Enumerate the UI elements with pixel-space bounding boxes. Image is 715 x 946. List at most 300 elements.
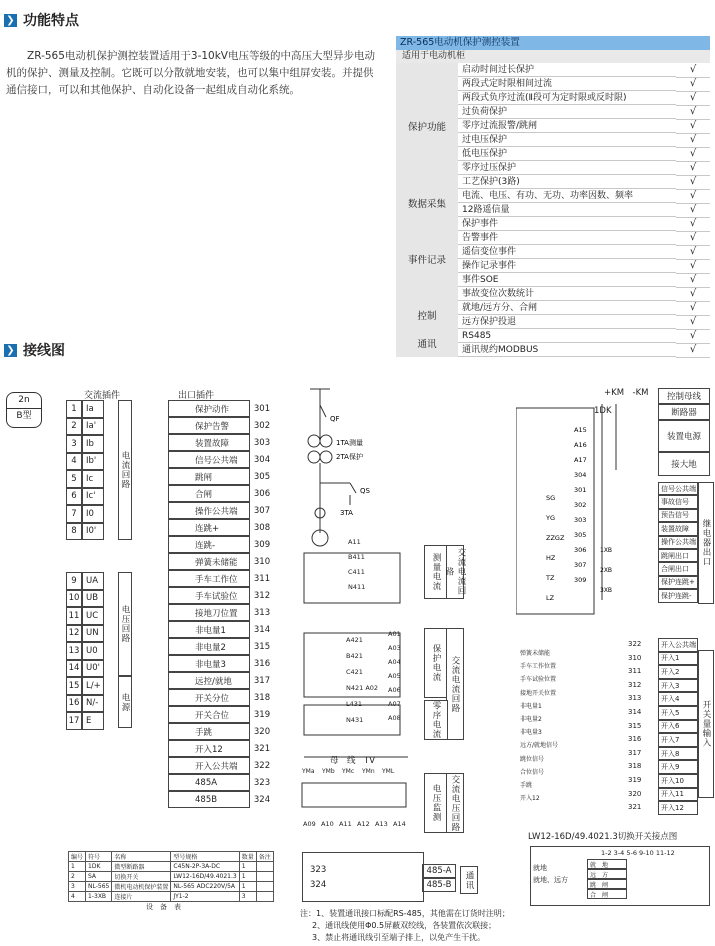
equipment-cell: SA xyxy=(86,872,112,882)
ac-row-num: 3 xyxy=(66,435,82,453)
input-num: 318 xyxy=(628,762,642,771)
qf-label: QF xyxy=(330,415,340,423)
feature-table-subtitle: 适用于电动机柜 xyxy=(396,50,710,63)
chevron-right-icon: ❯ xyxy=(4,14,17,27)
meas-terminal: B411 xyxy=(348,553,365,561)
ac-row-label: L/+ xyxy=(82,677,104,695)
out-row-num: 323 xyxy=(253,777,271,788)
ac-row-num: 13 xyxy=(66,642,82,660)
meas-side-label: 交流电流回路 xyxy=(446,545,464,599)
prot-node: A03 xyxy=(388,644,401,652)
out-row-label: 保护告警 xyxy=(168,417,250,434)
feature-item: 事故变位次数统计 xyxy=(458,287,676,301)
out-row-num: 315 xyxy=(253,641,271,652)
ac-row-label: Ia' xyxy=(82,418,104,436)
feature-group-1: 数据采集 xyxy=(396,189,458,218)
equipment-row xyxy=(69,872,274,882)
out-row-num: 311 xyxy=(253,573,271,584)
intro-paragraph: ZR-565电动机保护测控装置适用于3-10kV电压等级的中高压大型异步电动机的保护、测量及控制。它既可以分散就地安装，也可以集中组屏安装。并提供通信接口，可以和其他保护、自动化设备一起组成自动化系统。 xyxy=(6,50,375,96)
prot-node: A04 xyxy=(388,658,401,666)
input-num: 317 xyxy=(628,748,642,757)
feature-group-4: 通讯 xyxy=(396,329,458,358)
input-signal: 开入12 xyxy=(520,795,540,803)
ta3-label: 3TA xyxy=(340,509,353,517)
tv-label: YML xyxy=(382,768,395,775)
out-row-num: 309 xyxy=(253,539,271,550)
check-icon: √ xyxy=(676,133,710,148)
relay-item: 预告信号 xyxy=(658,509,698,522)
out-row-label: 485B xyxy=(168,791,250,808)
control-node: 303 xyxy=(574,516,587,524)
meas-terminal: N411 xyxy=(348,583,366,591)
ac-row-num: 17 xyxy=(66,712,82,730)
input-signal: 手跳 xyxy=(520,782,533,789)
feature-item: 过负荷保护 xyxy=(458,105,676,119)
relay-item: 装置故障 xyxy=(658,522,698,535)
out-row-label: 连跳+ xyxy=(168,519,250,536)
control-node: A16 xyxy=(574,441,587,449)
relay-item: 事故信号 xyxy=(658,495,698,508)
feature-item: 零序过流报警/跳闸 xyxy=(458,119,676,133)
ac-row-label: UN xyxy=(82,625,104,643)
out-row-label: 弹簧未储能 xyxy=(168,553,250,570)
check-icon: √ xyxy=(676,217,710,232)
input-side-label: 开关量输入 xyxy=(698,650,714,798)
out-row-label: 485A xyxy=(168,774,250,791)
input-item: 开入5 xyxy=(658,706,698,720)
control-signal: ZZGZ xyxy=(546,534,565,542)
out-row-label: 接地刀位置 xyxy=(168,604,250,621)
feature-item: 低电压保护 xyxy=(458,147,676,161)
ac-row-label: Ib' xyxy=(82,453,104,471)
control-node: A17 xyxy=(574,456,587,464)
check-icon: √ xyxy=(676,175,710,190)
meas-current-label: 测量电流 xyxy=(424,545,448,599)
feature-item: 通讯规约MODBUS xyxy=(458,343,676,357)
feature-group-3: 控制 xyxy=(396,301,458,330)
out-row-num: 316 xyxy=(253,658,271,669)
volt-monitor-label: 电压监测 xyxy=(424,773,448,833)
volt-node: A09 xyxy=(303,820,316,828)
equipment-cell: 连接片 xyxy=(112,892,171,902)
equipment-cell xyxy=(256,872,273,882)
input-signal: 非电量3 xyxy=(520,729,542,737)
prot-terminal: C421 xyxy=(346,668,363,676)
out-row-num: 306 xyxy=(253,488,271,499)
out-row-label: 非电量3 xyxy=(168,655,250,672)
out-row-label: 开关分位 xyxy=(168,689,250,706)
equipment-header-cell: 备注 xyxy=(256,852,273,862)
prot-side-label: 交流电流回路 xyxy=(446,628,464,740)
model-badge xyxy=(6,392,42,428)
ac-row-label: UC xyxy=(82,607,104,625)
out-row-label: 跳闸 xyxy=(168,468,250,485)
check-icon: √ xyxy=(676,161,710,176)
switch-row: 远 方 xyxy=(587,869,627,879)
out-row-num: 317 xyxy=(253,675,271,686)
out-row-num: 304 xyxy=(253,454,271,465)
ac-row-num: 6 xyxy=(66,488,82,506)
control-signal: TZ xyxy=(546,574,555,582)
chevron-right-icon: ❯ xyxy=(4,344,17,357)
out-row-label: 非电量2 xyxy=(168,638,250,655)
equipment-cell: 1DK xyxy=(86,862,112,872)
out-row-num: 310 xyxy=(253,556,271,567)
control-node: 309 xyxy=(574,576,587,584)
badge-top: 2n xyxy=(18,395,30,405)
equipment-cell: 1 xyxy=(239,882,256,892)
input-item: 开入4 xyxy=(658,692,698,706)
note-1: 注：1、装置通讯接口标配RS-485，其他需在订货时注明； xyxy=(300,909,510,918)
ta2-label: 2TA保护 xyxy=(336,453,363,461)
out-row-label: 装置故障 xyxy=(168,434,250,451)
out-row-num: 321 xyxy=(253,743,271,754)
input-item: 开入2 xyxy=(658,665,698,679)
control-signal: YG xyxy=(546,514,556,522)
relay-item: 跳闸出口 xyxy=(658,549,698,562)
out-row-label: 手车工作位 xyxy=(168,570,250,587)
prot-terminal: A421 xyxy=(346,636,363,644)
ac-row-num: 12 xyxy=(66,625,82,643)
prot-node: A05 xyxy=(388,672,401,680)
equipment-header-cell: 符号 xyxy=(86,852,112,862)
input-num: 311 xyxy=(628,667,642,676)
switch-local-label: 就地 xyxy=(533,864,547,872)
meas-terminal: A11 xyxy=(348,538,361,546)
equipment-cell: 3 xyxy=(239,892,256,902)
ac-row-label: Ia xyxy=(82,400,104,418)
prot-node: A01 xyxy=(388,630,401,638)
input-item: 开入7 xyxy=(658,733,698,747)
ac-row-label: Ib xyxy=(82,435,104,453)
zero-current-label: 零序电流 xyxy=(424,700,448,740)
equipment-cell: C45N-2P-3A-DC xyxy=(171,862,239,872)
equipment-cell: LW12-16D/49.4021.3 xyxy=(171,872,239,882)
control-circuit-diagram xyxy=(516,400,656,620)
control-signal: HZ xyxy=(546,554,556,562)
equipment-cell: 2 xyxy=(69,872,86,882)
ac-row-num: 10 xyxy=(66,590,82,608)
out-row-label: 非电量1 xyxy=(168,621,250,638)
feature-item: 遥信变位事件 xyxy=(458,245,676,259)
out-row-num: 308 xyxy=(253,522,271,533)
input-item: 开入1 xyxy=(658,652,698,666)
km-label: +KM -KM xyxy=(604,388,649,398)
switch-row: 合 闸 xyxy=(587,889,627,899)
out-row-num: 324 xyxy=(253,794,271,805)
equipment-header xyxy=(69,852,274,862)
feature-item: 保护事件 xyxy=(458,217,676,231)
out-row-label: 连跳- xyxy=(168,536,250,553)
switch-title: LW12-16D/49.4021.3切换开关接点图 xyxy=(528,832,678,842)
ac-row-label: E xyxy=(82,712,104,730)
input-signal: 非电量1 xyxy=(520,702,542,710)
check-icon: √ xyxy=(676,259,710,274)
equipment-cell: JY1-2 xyxy=(171,892,239,902)
equipment-cell: 3 xyxy=(69,882,86,892)
feature-item: 过电压保护 xyxy=(458,133,676,147)
out-row-num: 302 xyxy=(253,420,271,431)
input-signal: 合位信号 xyxy=(520,768,545,776)
feature-item: 启动时间过长保护 xyxy=(458,63,676,77)
volt-node: A14 xyxy=(393,820,406,828)
equipment-header-cell: 数量 xyxy=(239,852,256,862)
check-icon: √ xyxy=(676,91,710,106)
control-node: 304 xyxy=(574,471,587,479)
equipment-header-cell: 型号规格 xyxy=(171,852,239,862)
ac-current-group: 电流回路 xyxy=(118,400,132,540)
out-row-num: 320 xyxy=(253,726,271,737)
control-signal: SG xyxy=(546,494,556,502)
ac-row-num: 5 xyxy=(66,470,82,488)
input-item: 开入公共端 xyxy=(658,638,698,652)
tv-label: YMa xyxy=(302,768,315,775)
out-row-num: 301 xyxy=(253,403,271,414)
ac-plugin-title: 交流插件 xyxy=(84,391,121,401)
notes xyxy=(300,908,510,944)
check-icon: √ xyxy=(676,105,710,120)
input-item: 开入12 xyxy=(658,801,698,815)
out-row-num: 305 xyxy=(253,471,271,482)
feature-group-2: 事件记录 xyxy=(396,217,458,302)
rs485-terminal: 323 xyxy=(310,865,327,875)
dk-label: 1DK xyxy=(594,406,612,416)
check-icon: √ xyxy=(676,273,710,288)
check-icon: √ xyxy=(676,77,710,92)
rs485-label: 485-A xyxy=(422,864,456,878)
out-row-num: 307 xyxy=(253,505,271,516)
ac-row-label: UB xyxy=(82,590,104,608)
feature-item: RS485 xyxy=(458,329,676,343)
prot-node: A06 xyxy=(388,686,401,694)
switch-columns: 1-2 3-4 5-6 9-10 11-12 xyxy=(601,849,675,857)
check-icon: √ xyxy=(676,189,710,204)
badge-bottom: B型 xyxy=(7,408,41,424)
input-num: 320 xyxy=(628,789,642,798)
ac-row-num: 14 xyxy=(66,660,82,678)
equipment-cell: 1-3XB xyxy=(86,892,112,902)
xb-label: 2XB xyxy=(600,567,613,574)
check-icon: √ xyxy=(676,245,710,260)
rs485-block xyxy=(302,852,424,902)
out-row-label: 开入12 xyxy=(168,740,250,757)
ac-row-num: 8 xyxy=(66,523,82,541)
prot-current-label: 保护电流 xyxy=(424,628,448,698)
input-signal: 远方/就地信号 xyxy=(520,742,559,750)
input-item: 开入10 xyxy=(658,774,698,788)
tv-label: YMc xyxy=(342,768,355,775)
bus-tv-label: 母 线 TV xyxy=(330,756,376,766)
equipment-cell xyxy=(256,882,273,892)
switch-contact-diagram xyxy=(530,846,710,906)
input-num: 321 xyxy=(628,803,642,812)
equipment-cell xyxy=(256,862,273,872)
comm-label: 通讯 xyxy=(460,866,478,894)
control-node: 301 xyxy=(574,486,587,494)
feature-item: 远方保护投退 xyxy=(458,315,676,329)
prot-terminal: B421 xyxy=(346,652,363,660)
rs485-terminal: 324 xyxy=(310,880,327,890)
equipment-table xyxy=(68,851,274,902)
out-row-label: 远控/就地 xyxy=(168,672,250,689)
volt-node: A12 xyxy=(357,820,370,828)
control-node: 307 xyxy=(574,561,587,569)
ac-row-num: 16 xyxy=(66,695,82,713)
note-3: 3、禁止将通讯线引至端子排上，以免产生干扰。 xyxy=(312,933,486,942)
control-signal: LZ xyxy=(546,594,555,602)
out-row-label: 手车试验位 xyxy=(168,587,250,604)
input-signal: 跳位信号 xyxy=(520,755,545,763)
prot-terminal: N431 xyxy=(346,716,364,724)
out-row-label: 开入公共端 xyxy=(168,757,250,774)
relay-item: 信号公共端 xyxy=(658,482,698,495)
volt-node: A13 xyxy=(375,820,388,828)
out-row-num: 319 xyxy=(253,709,271,720)
equipment-cell: 切换开关 xyxy=(112,872,171,882)
input-item: 开入6 xyxy=(658,720,698,734)
prot-node: A08 xyxy=(388,714,401,722)
feature-item: 告警事件 xyxy=(458,231,676,245)
equipment-cell: NL-565 ADC220V/5A xyxy=(171,882,239,892)
equipment-caption: 设 备 表 xyxy=(146,903,181,911)
ac-row-label: U0' xyxy=(82,660,104,678)
feature-item: 工艺保护(3路) xyxy=(458,175,676,189)
out-row-num: 314 xyxy=(253,624,271,635)
out-row-label: 手跳 xyxy=(168,723,250,740)
wiring-section-heading xyxy=(4,340,65,360)
equipment-header-cell: 编号 xyxy=(69,852,86,862)
volt-node: A11 xyxy=(339,820,352,828)
tv-label: YMn xyxy=(362,768,375,775)
input-signal: 手车试验位置 xyxy=(520,676,557,684)
qs-label: QS xyxy=(360,487,370,495)
prot-terminal: N421 A02 xyxy=(346,684,379,692)
input-num: 313 xyxy=(628,694,642,703)
input-num: 314 xyxy=(628,708,642,716)
feature-group-0: 保护功能 xyxy=(396,63,458,190)
check-icon: √ xyxy=(676,287,710,302)
meas-terminal: C411 xyxy=(348,568,365,576)
features-title: 功能特点 xyxy=(23,13,79,29)
equipment-cell: 4 xyxy=(69,892,86,902)
ac-row-label: Ic' xyxy=(82,488,104,506)
control-node: 305 xyxy=(574,531,587,539)
control-bus-item: 接大地 xyxy=(658,452,710,476)
ac-row-num: 11 xyxy=(66,607,82,625)
prot-terminal: L431 xyxy=(346,700,363,708)
control-bus-item: 断路器 xyxy=(658,404,710,420)
ac-row-label: UA xyxy=(82,572,104,590)
out-row-num: 313 xyxy=(253,607,271,618)
input-item: 开入3 xyxy=(658,679,698,693)
check-icon: √ xyxy=(676,147,710,162)
feature-item: 零序过压保护 xyxy=(458,161,676,175)
feature-item: 电流、电压、有功、无功、功率因数、频率 xyxy=(458,189,676,203)
equipment-row xyxy=(69,892,274,902)
ac-row-num: 1 xyxy=(66,400,82,418)
ac-row-num: 2 xyxy=(66,418,82,436)
ac-voltage-group: 电压回路 xyxy=(118,572,132,676)
check-icon: √ xyxy=(676,315,710,330)
out-row-label: 保护动作 xyxy=(168,400,250,417)
input-signal: 手车工作位置 xyxy=(520,663,557,671)
feature-item: 操作记录事件 xyxy=(458,259,676,273)
relay-item: 保护连跳+ xyxy=(658,576,698,589)
check-icon: √ xyxy=(676,119,710,134)
relay-item: 操作公共端 xyxy=(658,536,698,549)
ac-row-label: Ic xyxy=(82,470,104,488)
wiring-title: 接线图 xyxy=(23,343,65,359)
ac-row-label: N/- xyxy=(82,695,104,713)
tv-label: YMb xyxy=(322,768,335,775)
switch-row: 就 地 xyxy=(587,859,627,869)
check-icon: √ xyxy=(676,231,710,246)
feature-item: 事件SOE xyxy=(458,273,676,287)
equipment-cell: 1 xyxy=(239,862,256,872)
ac-row-num: 7 xyxy=(66,505,82,523)
switch-remote-label: 就地、远方 xyxy=(533,876,568,884)
input-signal: 接地开关位置 xyxy=(520,689,557,697)
check-icon: √ xyxy=(676,63,710,78)
input-item: 开入9 xyxy=(658,760,698,774)
input-signal: 非电量2 xyxy=(520,716,542,723)
input-item: 开入11 xyxy=(658,788,698,802)
volt-side-label: 交流电压回路 xyxy=(446,773,464,833)
ac-row-label: I0' xyxy=(82,523,104,541)
input-num: 319 xyxy=(628,776,642,784)
ac-row-num: 4 xyxy=(66,453,82,471)
features-section-heading xyxy=(4,10,79,30)
out-row-num: 303 xyxy=(253,437,271,448)
control-bus-item: 装置电源 xyxy=(658,420,710,452)
xb-label: 1XB xyxy=(600,547,613,554)
equipment-cell: 1 xyxy=(69,862,86,872)
prot-node: A07 xyxy=(388,700,401,708)
feature-table-title: ZR-565电动机保护测控装置 xyxy=(396,36,710,50)
feature-item: 两段式负序过流(Ⅱ段可为定时限或反时限) xyxy=(458,91,676,105)
ac-row-num: 15 xyxy=(66,677,82,695)
input-item: 开入8 xyxy=(658,747,698,761)
equipment-cell: NL-565 xyxy=(86,882,112,892)
ta1-label: 1TA测量 xyxy=(336,439,363,447)
check-icon: √ xyxy=(676,301,710,316)
equipment-row xyxy=(69,882,274,892)
feature-item: 两段式定时限相间过流 xyxy=(458,77,676,91)
out-row-num: 312 xyxy=(253,590,271,601)
feature-item: 12路遥信量 xyxy=(458,203,676,217)
input-signal: 弹簧未储能 xyxy=(520,650,551,657)
input-num: 316 xyxy=(628,735,642,744)
out-row-num: 318 xyxy=(253,692,271,703)
switch-row: 跳 闸 xyxy=(587,879,627,889)
volt-node: A10 xyxy=(321,820,334,828)
equipment-cell: 1 xyxy=(239,872,256,882)
input-num: 310 xyxy=(628,653,642,662)
control-node: 302 xyxy=(574,501,587,509)
equipment-row xyxy=(69,862,274,872)
control-bus-title: 控制母线 xyxy=(658,388,710,404)
ac-row-num: 9 xyxy=(66,572,82,590)
check-icon: √ xyxy=(676,343,710,358)
relay-item: 合闸出口 xyxy=(658,562,698,575)
equipment-header-cell: 名称 xyxy=(112,852,171,862)
control-node: A15 xyxy=(574,426,587,434)
out-row-label: 信号公共端 xyxy=(168,451,250,468)
input-num: 322 xyxy=(628,640,642,648)
relay-side-label: 继电器出口 xyxy=(698,482,714,604)
out-plugin-title: 出口插件 xyxy=(178,391,215,401)
control-node: 306 xyxy=(574,546,587,554)
